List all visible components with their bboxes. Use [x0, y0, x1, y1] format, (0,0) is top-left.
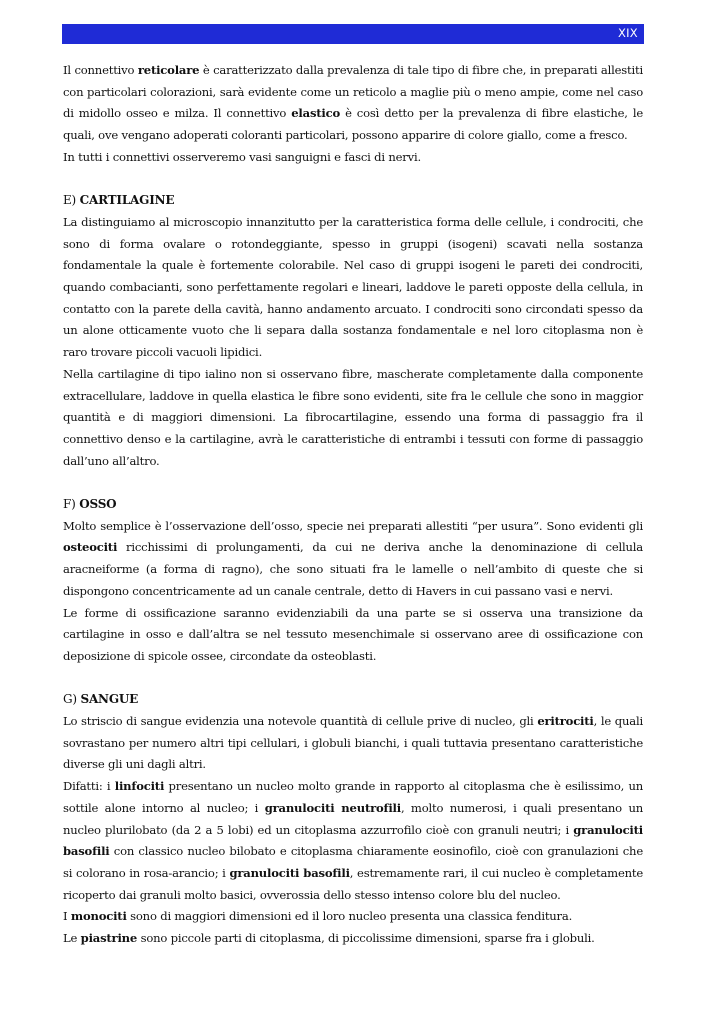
section-heading-cartilagine [63, 190, 643, 212]
document-body [63, 60, 643, 950]
term-granulociti-neutrofili: granulociti neutrofili [264, 800, 401, 815]
term-osteociti: osteociti [63, 540, 118, 555]
section-heading-sangue [63, 689, 643, 711]
paragraph-sangue-1 [63, 711, 643, 776]
paragraph-osso-2: Le forme di ossificazione saranno evidenziabili da una parte se si osserva una transizione da cartilagine in osso e dall’altra se nel tessuto mesenchimale si osservano aree di ossificazione con deposizione di spicole ossee, circondate da osteoblasti. [63, 605, 643, 663]
term-eritrociti: eritrociti [537, 714, 594, 729]
page-number: XIX [617, 26, 638, 40]
section-letter: E) [63, 193, 80, 208]
text-run: , estremamente rari, il cui nucleo è completamente ricoperto dai granuli molto basici, ovverossia dello stesso intenso colore blu del nucleo. [63, 865, 643, 902]
text-run: con classico nucleo bilobato e citoplasma chiaramente eosinofilo, cioè con granulazioni che si colorano in rosa-arancio; i [63, 844, 643, 880]
section-title: SANGUE [80, 692, 139, 707]
section-title: OSSO [79, 497, 117, 512]
term-granulociti-basofili: granulociti basofili [63, 822, 643, 859]
term-reticolare: reticolare [137, 63, 200, 77]
text-run: presentano un nucleo molto grande in rapporto al citoplasma che è esilissimo, un sottile alone intorno al nucleo; i [63, 779, 643, 815]
text-run: Le [63, 931, 81, 946]
text-run: sono piccole parti di citoplasma, di piccolissime dimensioni, sparse fra i globuli. [137, 931, 595, 946]
paragraph-connettivi-vasi: In tutti i connettivi osserveremo vasi sanguigni e fasci di nervi. [63, 149, 421, 164]
text-run: ricchissimi di prolungamenti, da cui ne deriva anche la denominazione di cellula aracneiforme (a forma di ragno), che sono situati fra le lamelle o nell’ambito di queste che si dispongono concentricamente ad un canale centrale, detto di Havers in cui passano vasi e nervi. [63, 540, 643, 598]
term-monociti: monociti [70, 909, 127, 924]
text-run: , molto numerosi, i quali presentano un nucleo plurilobato (da 2 a 5 lobi) ed un citoplasma azzurrofilo cioè con granuli neutri; i [63, 800, 644, 837]
term-linfociti: linfociti [114, 779, 165, 794]
term-elastico: elastico [291, 106, 341, 121]
text-run: Molto semplice è l’osservazione dell’osso, specie nei preparati allestiti “per usura”. Sono evidenti gli [63, 518, 643, 533]
paragraph-osso-1 [63, 516, 643, 603]
paragraph-cartilagine-1: La distinguiamo al microscopio innanzitutto per la caratteristica forma delle cellule, i condrociti, che sono di forma ovalare o rotondeggiante, spesso in gruppi (isogeni) scavati nella sostanza fondamentale la quale è fortemente colorabile. Nel caso di gruppi isogeni le pareti dei condrociti, quando combacianti, sono perfettamente regolari e lineari, laddove le pareti opposte della cellula, in contatto con la parete della cavità, hanno andamento arcuato. I condrociti sono circondati spesso da un alone otticamente vuoto che li separa dalla sostanza fondamentale e nel loro citoplasma non è raro trovare piccoli vacuoli lipidici. [63, 214, 643, 360]
text-run: Difatti: i [63, 779, 115, 794]
term-granulociti-basofili: granulociti basofili [229, 865, 350, 880]
text-run: è così detto per la prevalenza di fibre elastiche, le quali, ove vengano adoperati coloranti particolari, possono apparire di colore giallo, come a fresco. [63, 106, 643, 143]
section-title: CARTILAGINE [79, 193, 175, 208]
text-run: Il connettivo [63, 63, 138, 77]
paragraph-sangue-4 [63, 928, 643, 950]
paragraph-cartilagine-2: Nella cartilagine di tipo ialino non si osservano fibre, mascherate completamente dalla componente extracellulare, laddove in quella elastica le fibre sono evidenti, site fra le cellule che sono in maggior quantità e di maggiori dimensioni. La fibrocartilagine, essendo una forma di passaggio fra il connettivo denso e la cartilagine, avrà le caratteristiche di entrambi i tessuti con forme di passaggio dall’uno all’altro. [63, 366, 643, 468]
term-piastrine: piastrine [80, 931, 138, 946]
section-letter: F) [63, 497, 80, 512]
text-run: , le quali sovrastano per numero altri tipi cellulari, i globuli bianchi, i quali tuttavia presentano caratteristiche diverse gli uni dagli altri. [63, 714, 643, 772]
page-header-bar [62, 24, 644, 44]
text-run: I [63, 909, 71, 924]
paragraph-sangue-2 [63, 776, 643, 906]
paragraph-sangue-3 [63, 906, 643, 928]
section-letter: G) [63, 692, 81, 707]
paragraph-connettivo [63, 60, 643, 147]
text-run: sono di maggiori dimensioni ed il loro nucleo presenta una classica fenditura. [126, 909, 573, 924]
section-heading-osso [63, 494, 643, 516]
text-run: è caratterizzato dalla prevalenza di tale tipo di fibre che, in preparati allestiti con particolari colorazioni, sarà evidente come un reticolo a maglie più o meno ampie, come nel caso di midollo osseo e milza. Il connettivo [63, 63, 643, 121]
text-run: Lo striscio di sangue evidenzia una notevole quantità di cellule prive di nucleo, gli [63, 714, 538, 729]
